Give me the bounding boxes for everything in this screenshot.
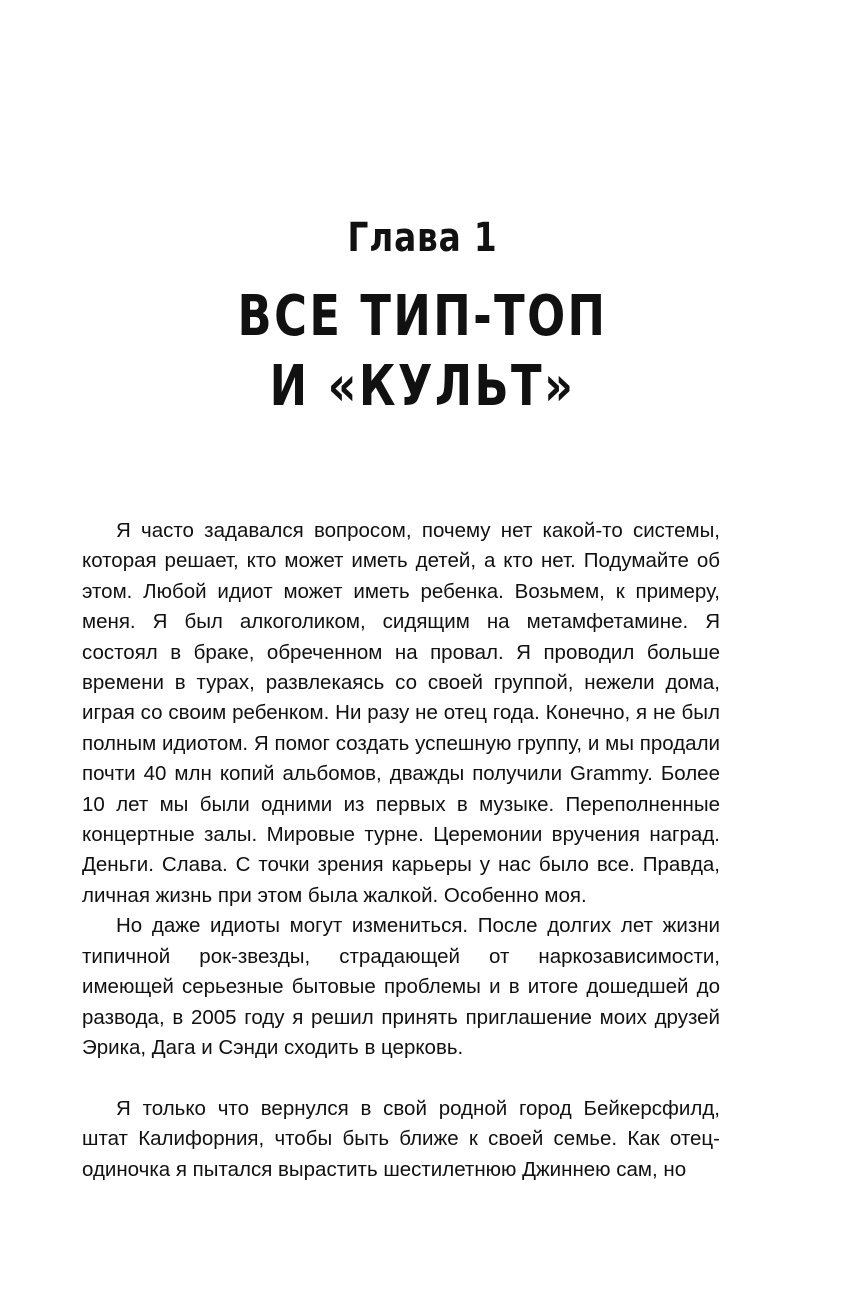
- chapter-title: [85, 282, 761, 422]
- body-text-block: [82, 1094, 720, 1185]
- body-paragraph: Я часто задавался вопросом, почему нет какой-то системы, которая решает, кто может иметь детей, а кто нет. Подумайте об этом. Любой идиот может иметь ребенка. Возьмем, к примеру, меня. Я был алкоголиком, сидящим на метамфетамине. Я состоял в браке, обреченном на провал. Я проводил больше времени в турах, развлекаясь со своей группой, нежели дома, играя со своим ребенком. Ни разу не отец года. Конечно, я не был полным идиотом. Я помог создать успешную группу, и мы продали почти 40 млн копий альбомов, дважды получили Grammy. Более 10 лет мы были одними из первых в музыке. Переполненные концертные залы. Мировые турне. Церемонии вручения наград. Деньги. Слава. С точки зрения карьеры у нас было все. Правда, личная жизнь при этом была жалкой. Особенно моя.: [82, 519, 720, 907]
- chapter-title-line-2: И «КУЛЬТ»: [269, 354, 576, 419]
- chapter-label: Глава 1: [347, 215, 498, 261]
- body-paragraph: Я только что вернулся в свой родной город Бейкерсфилд, штат Калифорния, чтобы быть ближе к своей семье. Как отец-одиночка я пытался вырастить шестилетнюю Джиннею сам, но: [82, 1097, 720, 1181]
- body-text-block: [82, 516, 720, 1063]
- chapter-title-line-1: ВСЕ ТИП-ТОП: [237, 284, 608, 349]
- body-paragraph: Но даже идиоты могут измениться. После долгих лет жизни типичной рок-звезды, страдающей от наркозависимости, имеющей серьезные бытовые проблемы и в итоге дошедшей до развода, в 2005 году я решил принять приглашение моих друзей Эрика, Дага и Сэнди сходить в церковь.: [82, 914, 720, 1059]
